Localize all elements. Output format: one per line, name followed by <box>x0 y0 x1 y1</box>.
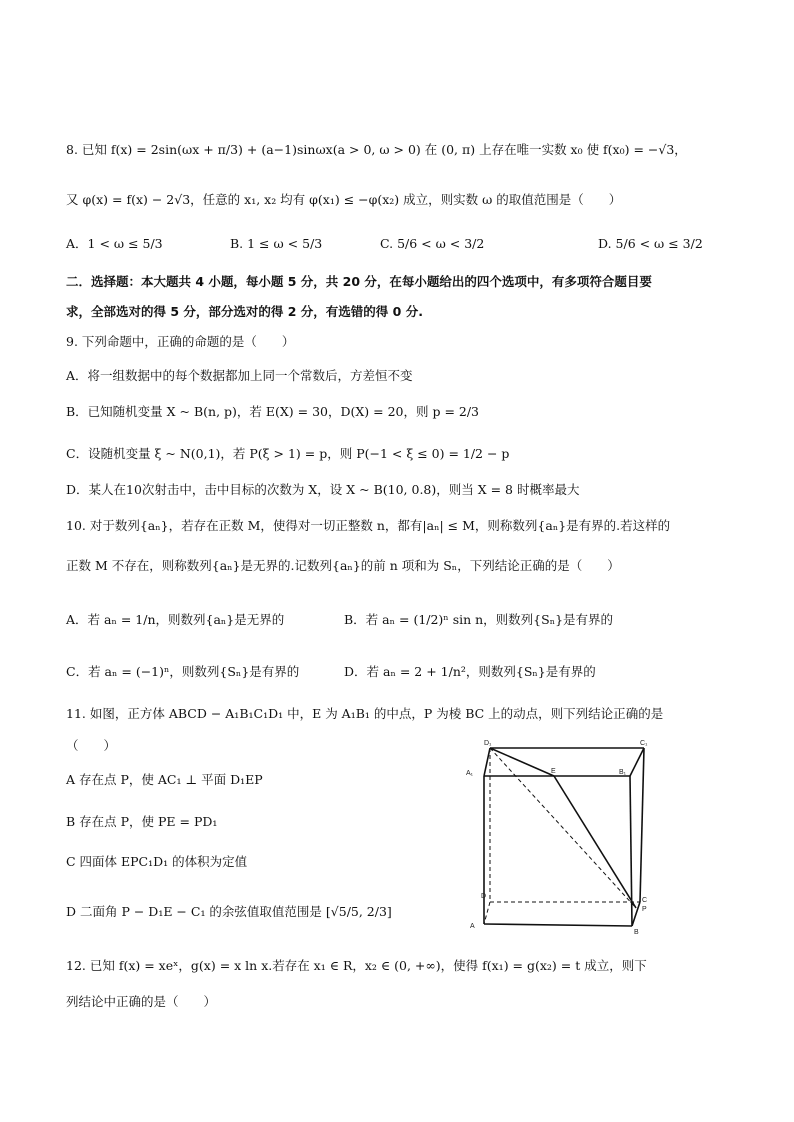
label-e: E <box>551 768 556 775</box>
edge-a-b <box>484 924 632 926</box>
section2-line2: 求，全部选对的得 5 分，部分选对的得 2 分，有选错的得 0 分. <box>66 304 423 319</box>
q9-option-d: D．某人在10次射击中，击中目标的次数为 X，设 X ~ B(10, 0.8)，则当 X = 8 时概率最大 <box>66 482 580 497</box>
label-c: C <box>642 897 648 904</box>
label-a1: A₁ <box>466 770 474 777</box>
q9-stem: 9. 下列命题中，正确的命题的是（ ） <box>66 334 295 349</box>
label-b: B <box>634 929 639 936</box>
q12-line2: 列结论中正确的是（ ） <box>66 994 217 1009</box>
q8-line2: 又 φ(x) = f(x) − 2√3，任意的 x₁, x₂ 均有 φ(x₁) ≤ −φ(x₂) 成立，则实数 ω 的取值范围是（ ） <box>66 192 622 207</box>
hidden-edge-d1-p <box>490 748 636 908</box>
q8-option-d: D. 5/6 < ω ≤ 3/2 <box>598 236 703 251</box>
section2-line1: 二．选择题：本大题共 4 小题，每小题 5 分，共 20 分，在每小题给出的四个选项中，有多项符合题目要 <box>66 274 652 289</box>
edge-d1-e <box>490 748 554 776</box>
q10-option-a: A．若 aₙ = 1/n，则数列{aₙ}是无界的 <box>66 612 285 627</box>
q8-option-b: B. 1 ≤ ω < 5/3 <box>230 236 323 251</box>
q9-option-c: C．设随机变量 ξ ~ N(0,1)，若 P(ξ > 1) = p，则 P(−1 < ξ ≤ 0) = 1/2 − p <box>66 446 510 461</box>
cube-figure <box>458 736 658 936</box>
q11-option-b: B 存在点 P，使 PE = PD₁ <box>66 814 218 829</box>
edge-c1-c <box>640 748 644 902</box>
q10-option-c: C．若 aₙ = (−1)ⁿ，则数列{Sₙ}是有界的 <box>66 664 300 679</box>
q8-option-a: A．1 < ω ≤ 5/3 <box>66 236 163 251</box>
edge-c1-b1 <box>630 748 644 776</box>
q11-line1: 11. 如图，正方体 ABCD − A₁B₁C₁D₁ 中，E 为 A₁B₁ 的中点，P 为棱 BC 上的动点，则下列结论正确的是 <box>66 706 664 721</box>
q8-line1: 8. 已知 f(x) = 2sin(ωx + π/3) + (a−1)sinωx(a > 0, ω > 0) 在 (0, π) 上存在唯一实数 x₀ 使 f(x₀) = −√3， <box>66 142 687 157</box>
label-a: A <box>470 923 475 930</box>
edge-e-p <box>554 776 636 908</box>
q9-option-b: B．已知随机变量 X ~ B(n, p)，若 E(X) = 30，D(X) = 20，则 p = 2/3 <box>66 404 480 419</box>
q11-option-a: A 存在点 P，使 AC₁ ⊥ 平面 D₁EP <box>66 772 263 787</box>
edge-d1-a1 <box>484 748 490 776</box>
label-d1: D₁ <box>484 740 492 747</box>
q10-option-d: D．若 aₙ = 2 + 1/n²，则数列{Sₙ}是有界的 <box>344 664 596 679</box>
q10-line2: 正数 M 不存在，则称数列{aₙ}是无界的.记数列{aₙ}的前 n 项和为 Sₙ，下列结论正确的是（ ） <box>66 558 620 573</box>
label-b1: B₁ <box>619 769 627 776</box>
q9-option-a: A．将一组数据中的每个数据都加上同一个常数后，方差恒不变 <box>66 368 413 383</box>
q11-option-d: D 二面角 P − D₁E − C₁ 的余弦值取值范围是 [√5/5, 2/3] <box>66 904 392 919</box>
q11-option-c: C 四面体 EPC₁D₁ 的体积为定值 <box>66 854 248 869</box>
hidden-edge-d-a <box>484 902 490 924</box>
q12-line1: 12. 已知 f(x) = xeˣ，g(x) = x ln x.若存在 x₁ ∈ R，x₂ ∈ (0, +∞)，使得 f(x₁) = g(x₂) = t 成立，则下 <box>66 958 647 973</box>
q10-option-b: B．若 aₙ = (1/2)ⁿ sin n，则数列{Sₙ}是有界的 <box>344 612 614 627</box>
q11-line2: （ ） <box>66 738 117 753</box>
q8-option-c: C. 5/6 < ω < 3/2 <box>380 236 485 251</box>
q10-line1: 10. 对于数列{aₙ}，若存在正数 M，使得对一切正整数 n，都有|aₙ| ≤ M，则称数列{aₙ}是有界的.若这样的 <box>66 518 671 533</box>
label-c1: C₁ <box>640 740 648 747</box>
label-d: D <box>481 893 487 900</box>
label-p: P <box>642 906 647 913</box>
